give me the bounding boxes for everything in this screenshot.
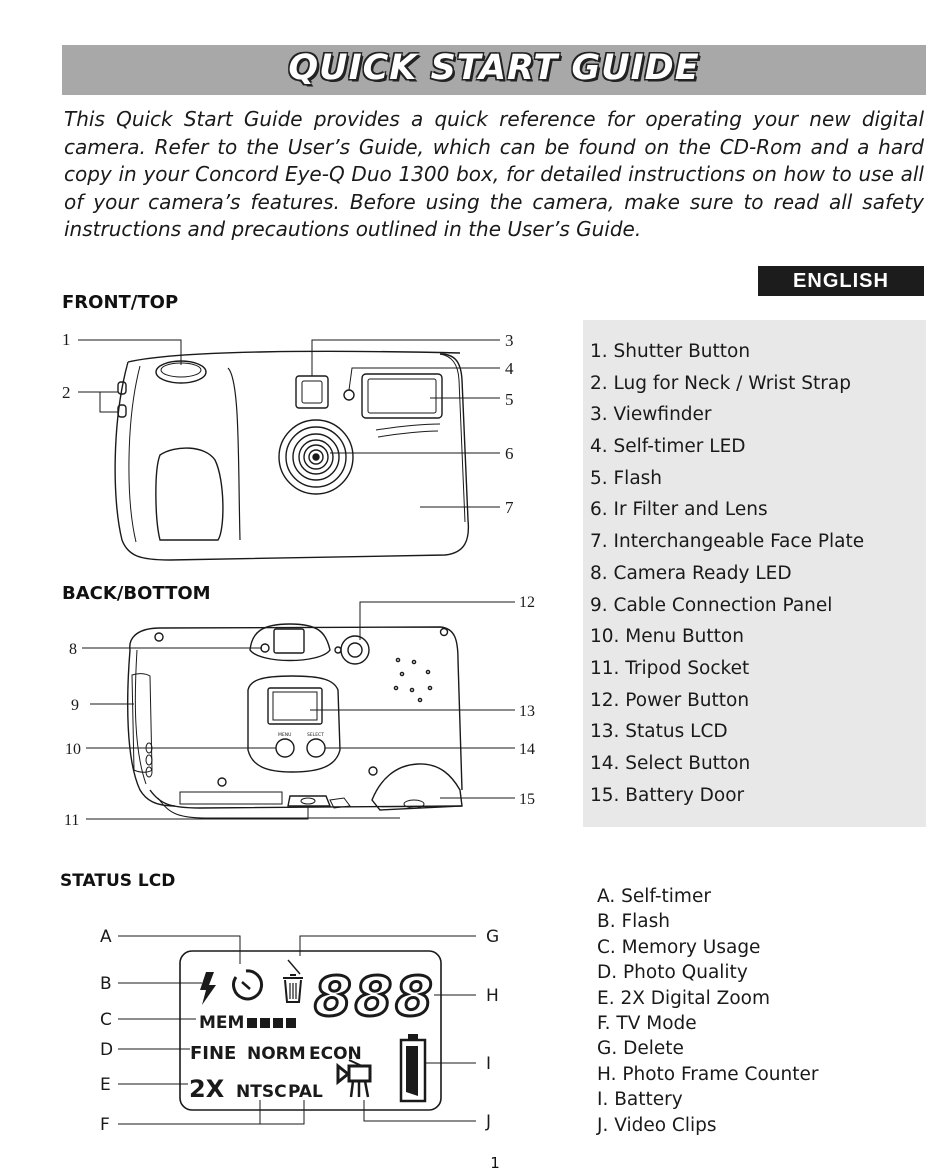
callout-label: 1 (62, 330, 71, 349)
intro-paragraph: This Quick Start Guide provides a quick reference for operating your new digital camera. Refer to the User’s Guide, which can be found on the CD-Rom and a hard copy in your Concord Eye-Q Duo 1300 box, for detailed instructions on how to use all of your camera’s features. Before using the camera, make sure to read all safety instructions and precautions outlined in the User’s Guide. (64, 107, 924, 241)
list-item: J. Video Clips (597, 1114, 717, 1136)
select-button-label: SELECT (307, 733, 324, 738)
list-item: 12. Power Button (590, 689, 750, 711)
zoom-label: 2X (189, 1075, 225, 1103)
camera-front-illustration (115, 351, 468, 560)
callout-label: 2 (62, 383, 71, 402)
list-item: 11. Tripod Socket (590, 657, 750, 679)
callout-label: 7 (505, 498, 514, 517)
pal-label: PAL (288, 1082, 323, 1102)
list-item: 6. Ir Filter and Lens (590, 499, 768, 521)
list-item: 9. Cable Connection Panel (590, 594, 833, 616)
frame-counter: 888 (314, 965, 436, 1028)
battery-icon (401, 1034, 425, 1101)
list-item: 7. Interchangeable Face Plate (590, 531, 865, 553)
language-badge: ENGLISH (758, 266, 924, 296)
callout-label: H (486, 986, 499, 1006)
list-item: H. Photo Frame Counter (597, 1063, 819, 1085)
list-item: 4. Self-timer LED (590, 436, 746, 458)
list-item: 15. Battery Door (590, 784, 745, 806)
section-status-lcd: STATUS LCD (60, 871, 176, 891)
callout-label: 14 (519, 741, 535, 758)
callout-label: 8 (69, 641, 77, 658)
list-item: 1. Shutter Button (590, 341, 751, 362)
callout-label: 10 (65, 741, 81, 758)
callout-label: G (486, 927, 500, 947)
back-callout-lines (82, 602, 515, 819)
callout-label: 9 (71, 697, 79, 714)
list-item: F. TV Mode (597, 1012, 697, 1034)
mem-label: MEM (199, 1013, 245, 1033)
callout-label: E (100, 1075, 111, 1095)
memory-bars (247, 1018, 296, 1028)
menu-button-label: MENU (278, 733, 292, 738)
econ-label: ECON (309, 1044, 362, 1064)
callout-label: A (100, 927, 112, 947)
callout-label: J (486, 1112, 492, 1132)
self-timer-icon (234, 971, 262, 999)
list-item: B. Flash (597, 911, 670, 933)
callout-label: B (100, 974, 112, 994)
callout-label: 11 (64, 812, 80, 829)
callout-label: 6 (505, 444, 514, 463)
list-item: I. Battery (597, 1089, 683, 1111)
callout-label: 5 (505, 390, 514, 409)
callout-label: 4 (505, 359, 514, 378)
list-item: 13. Status LCD (590, 721, 728, 743)
section-front-top: FRONT/TOP (62, 292, 179, 313)
callout-label: C (100, 1010, 112, 1030)
section-back-bottom: BACK/BOTTOM (62, 583, 211, 604)
page-title: QUICK START GUIDE (288, 48, 700, 88)
ntsc-label: NTSC (236, 1082, 287, 1102)
list-item: 2. Lug for Neck / Wrist Strap (590, 372, 851, 394)
list-item: E. 2X Digital Zoom (597, 987, 770, 1009)
list-item: 10. Menu Button (590, 626, 744, 648)
callout-label: 15 (519, 791, 535, 808)
callout-label: 3 (505, 331, 514, 350)
list-item: 14. Select Button (590, 752, 751, 774)
delete-icon (283, 960, 303, 1002)
callout-label: D (100, 1040, 114, 1060)
camera-back-illustration (128, 624, 462, 818)
list-item: D. Photo Quality (597, 962, 748, 984)
list-item: 5. Flash (590, 467, 663, 489)
video-clip-icon (338, 1060, 370, 1097)
list-item: 8. Camera Ready LED (590, 562, 792, 584)
callout-label: 12 (519, 594, 535, 611)
flash-icon (200, 972, 216, 1005)
callout-label: 13 (519, 703, 535, 720)
list-item: A. Self-timer (597, 886, 711, 907)
list-item: C. Memory Usage (597, 936, 761, 958)
fine-label: FINE (190, 1043, 237, 1064)
callout-label: F (100, 1115, 110, 1135)
callout-label: I (486, 1054, 492, 1074)
list-item: 3. Viewfinder (590, 404, 712, 426)
norm-label: NORM (247, 1044, 306, 1064)
list-item: G. Delete (597, 1038, 684, 1060)
page-number: 1 (490, 1154, 500, 1172)
